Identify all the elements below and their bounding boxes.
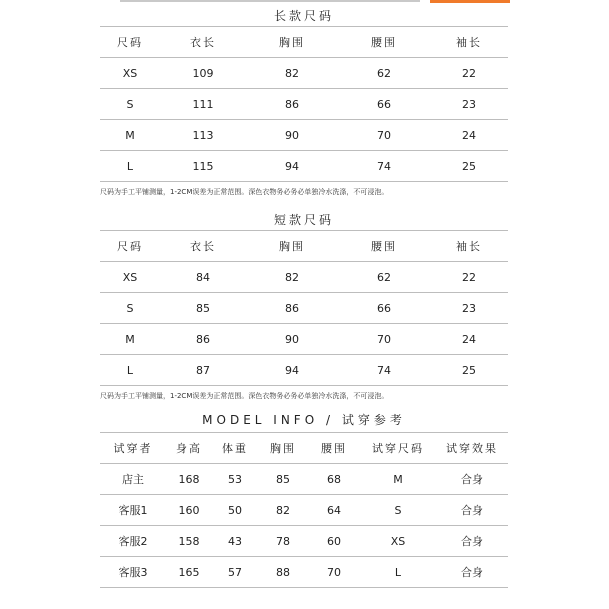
cell-length: 85 [160, 293, 246, 324]
cell-height: 165 [166, 557, 212, 588]
cell-length: 86 [160, 324, 246, 355]
cell-waist: 70 [338, 120, 430, 151]
cell-fit-effect: 合身 [436, 557, 508, 588]
col-header-fit-effect: 试穿效果 [436, 433, 508, 464]
cell-weight: 53 [212, 464, 258, 495]
long-size-header-row [100, 27, 508, 58]
col-header-chest: 胸围 [246, 27, 338, 58]
cell-chest: 78 [258, 526, 308, 557]
cell-chest: 94 [246, 355, 338, 386]
cell-chest: 90 [246, 324, 338, 355]
table-row [100, 262, 508, 293]
cell-sleeve: 24 [430, 120, 508, 151]
cell-length: 115 [160, 151, 246, 182]
cell-size: S [100, 89, 160, 120]
cell-size: M [100, 120, 160, 151]
cell-length: 87 [160, 355, 246, 386]
table-row [100, 324, 508, 355]
long-size-table [100, 26, 508, 182]
table-row [100, 464, 508, 495]
col-header-chest: 胸围 [258, 433, 308, 464]
col-header-fit-size: 试穿尺码 [360, 433, 436, 464]
short-size-note: 尺码为手工平铺测量，1-2CM误差为正常范围。深色衣物务必务必单独冷水洗涤，不可浸泡。 [100, 392, 389, 400]
col-header-length: 衣长 [160, 231, 246, 262]
cell-waist: 66 [338, 293, 430, 324]
cell-waist: 68 [308, 464, 360, 495]
model-info-table [100, 432, 508, 588]
cell-chest: 88 [258, 557, 308, 588]
cell-wearer: 客服2 [100, 526, 166, 557]
cell-chest: 82 [258, 495, 308, 526]
col-header-size: 尺码 [100, 27, 160, 58]
short-size-table [100, 230, 508, 386]
table-row [100, 495, 508, 526]
col-header-height: 身高 [166, 433, 212, 464]
cell-chest: 82 [246, 58, 338, 89]
table-row [100, 151, 508, 182]
cell-chest: 86 [246, 89, 338, 120]
cell-size: L [100, 355, 160, 386]
cell-chest: 82 [246, 262, 338, 293]
model-info-header-row [100, 433, 508, 464]
table-row [100, 355, 508, 386]
cell-size: M [100, 324, 160, 355]
long-size-title: 长款尺码 [273, 9, 334, 23]
table-row [100, 89, 508, 120]
table-row [100, 557, 508, 588]
cell-height: 158 [166, 526, 212, 557]
cell-chest: 94 [246, 151, 338, 182]
short-size-header-row [100, 231, 508, 262]
short-size-title: 短款尺码 [273, 213, 334, 227]
cell-waist: 74 [338, 355, 430, 386]
cell-length: 84 [160, 262, 246, 293]
cell-length: 109 [160, 58, 246, 89]
cell-weight: 43 [212, 526, 258, 557]
cell-size: L [100, 151, 160, 182]
cell-height: 160 [166, 495, 212, 526]
cell-fit-size: S [360, 495, 436, 526]
cell-sleeve: 22 [430, 58, 508, 89]
col-header-weight: 体重 [212, 433, 258, 464]
cell-weight: 57 [212, 557, 258, 588]
cell-height: 168 [166, 464, 212, 495]
long-size-note: 尺码为手工平铺测量，1-2CM误差为正常范围。深色衣物务必务必单独冷水洗涤，不可浸泡。 [100, 188, 389, 196]
col-header-waist: 腰围 [338, 27, 430, 58]
cell-fit-size: XS [360, 526, 436, 557]
table-row [100, 58, 508, 89]
cell-length: 113 [160, 120, 246, 151]
table-row [100, 526, 508, 557]
cell-length: 111 [160, 89, 246, 120]
cell-chest: 85 [258, 464, 308, 495]
cell-waist: 64 [308, 495, 360, 526]
cell-waist: 70 [308, 557, 360, 588]
col-header-size: 尺码 [100, 231, 160, 262]
cell-fit-effect: 合身 [436, 464, 508, 495]
col-header-sleeve: 袖长 [430, 231, 508, 262]
model-info-title: MODEL INFO / 试穿参考 [202, 413, 406, 427]
cell-fit-size: M [360, 464, 436, 495]
cell-size: S [100, 293, 160, 324]
cell-waist: 60 [308, 526, 360, 557]
col-header-sleeve: 袖长 [430, 27, 508, 58]
cell-size: XS [100, 262, 160, 293]
col-header-waist: 腰围 [308, 433, 360, 464]
cell-sleeve: 24 [430, 324, 508, 355]
cell-wearer: 店主 [100, 464, 166, 495]
cell-waist: 62 [338, 262, 430, 293]
cell-sleeve: 25 [430, 355, 508, 386]
size-chart [100, 6, 508, 588]
cell-waist: 66 [338, 89, 430, 120]
cell-chest: 86 [246, 293, 338, 324]
cell-fit-effect: 合身 [436, 526, 508, 557]
table-row [100, 293, 508, 324]
col-header-waist: 腰围 [338, 231, 430, 262]
cell-fit-effect: 合身 [436, 495, 508, 526]
cell-fit-size: L [360, 557, 436, 588]
cell-sleeve: 23 [430, 293, 508, 324]
cell-waist: 62 [338, 58, 430, 89]
cell-sleeve: 22 [430, 262, 508, 293]
cell-wearer: 客服3 [100, 557, 166, 588]
col-header-length: 衣长 [160, 27, 246, 58]
top-orange-line [430, 0, 510, 3]
top-gray-line [120, 0, 420, 2]
cell-chest: 90 [246, 120, 338, 151]
cell-sleeve: 25 [430, 151, 508, 182]
cell-size: XS [100, 58, 160, 89]
table-row [100, 120, 508, 151]
cell-waist: 70 [338, 324, 430, 355]
cell-weight: 50 [212, 495, 258, 526]
cell-waist: 74 [338, 151, 430, 182]
cell-wearer: 客服1 [100, 495, 166, 526]
cell-sleeve: 23 [430, 89, 508, 120]
col-header-wearer: 试穿者 [100, 433, 166, 464]
col-header-chest: 胸围 [246, 231, 338, 262]
